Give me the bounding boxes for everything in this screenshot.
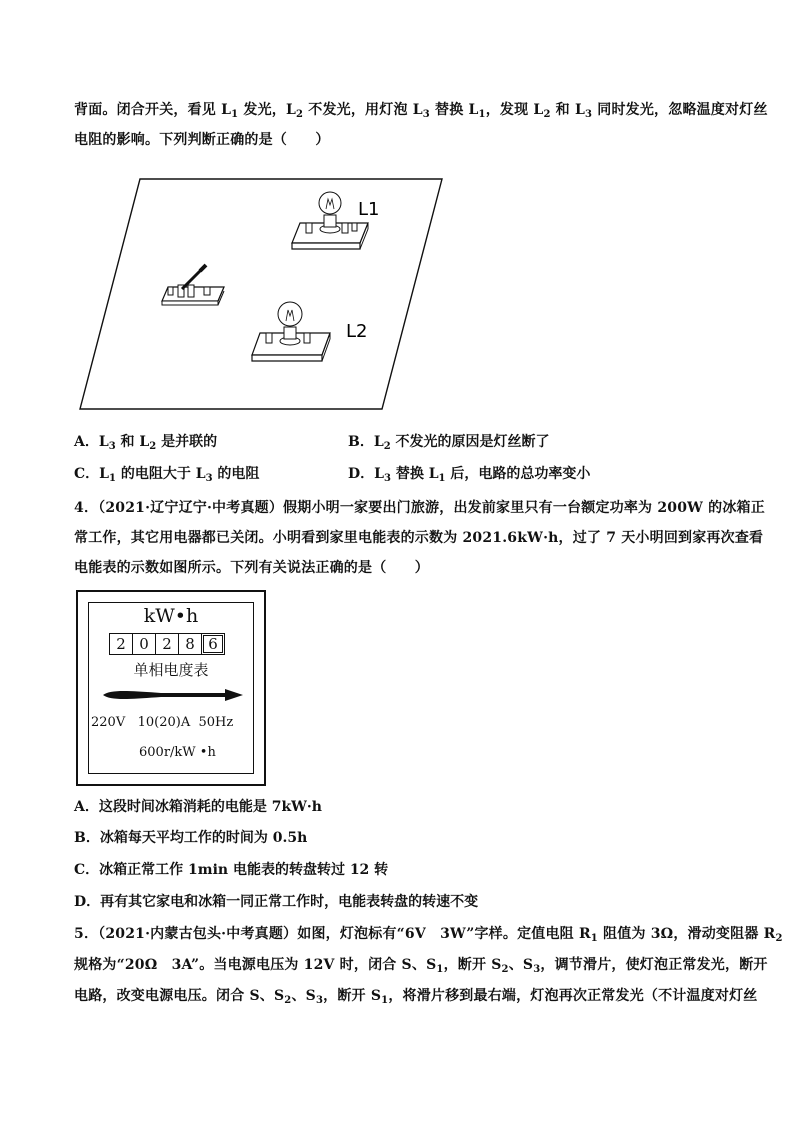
meter-unit: kW•h — [143, 605, 199, 627]
q4-option-c[interactable]: C．冰箱正常工作 1min 电能表的转盘转过 12 转 — [74, 862, 389, 878]
q3-option-b[interactable]: B．$L_2$ 不发光的原因是灯丝断了 — [348, 434, 550, 452]
q5-text-line1: 5．（2021·内蒙古包头·中考真题）如图，灯泡标有“6V 3W”字样。定值电阻 $R_1$ 阻值为 3Ω，滑动变阻器 $R_2$ — [74, 926, 783, 944]
q4-text-line1: 4．（2021·辽宁辽宁·中考真题）假期小明一家要出门旅游，出发前家里只有一台额定功率为 200W 的冰箱正 — [74, 500, 765, 516]
q5-text-line2: 规格为“20Ω 3A”。当电源电压为 12V 时，闭合 S、$S_1$，断开 $S_2$、$S_3$，调节滑片，使灯泡正常发光，断开 — [74, 957, 768, 975]
q4-text-line3: 电能表的示数如图所示。下列有关说法正确的是（ ） — [74, 560, 429, 576]
q4-option-d[interactable]: D．再有其它家电和冰箱一同正常工作时，电能表转盘的转速不变 — [74, 894, 479, 910]
q4-option-a[interactable]: A．这段时间冰箱消耗的电能是 7kW·h — [74, 799, 322, 815]
meter-digit: 8 — [179, 634, 202, 654]
meter-name: 单相电度表 — [133, 661, 209, 679]
meter-digit: 0 — [133, 634, 156, 654]
meter-digit: 2 — [156, 634, 179, 654]
q3-option-a[interactable]: A．$L_3$ 和 $L_2$ 是并联的 — [74, 434, 218, 452]
energy-meter — [76, 590, 266, 786]
label-l1: L1 — [358, 199, 380, 220]
meter-digit-decimal: 6 — [202, 634, 224, 654]
q3-text-line2: 电阻的影响。下列判断正确的是（ ） — [74, 132, 330, 148]
meter-specs: 220V 10(20)A 50Hz — [91, 715, 234, 730]
q5-text-line3: 电路，改变电源电压。闭合 S、$S_2$、$S_3$，断开 $S_1$，将滑片移到最右端，灯泡再次正常发光（不计温度对灯丝 — [74, 988, 758, 1006]
q3-option-c[interactable]: C．$L_1$ 的电阻大于 $L_3$ 的电阻 — [74, 466, 260, 484]
meter-digit: 2 — [110, 634, 133, 654]
q4-option-b[interactable]: B．冰箱每天平均工作的时间为 0.5h — [74, 830, 308, 846]
q4-text-line2: 常工作，其它用电器都已关闭。小明看到家里电能表的示数为 2021.6kW·h，过了 7 天小明回到家再次查看 — [74, 530, 764, 546]
q3-text-line1: 背面。闭合开关，看见 $L_1$ 发光，$L_2$ 不发光，用灯泡 $L_3$ 替换 $L_1$，发现 $L_2$ 和 $L_3$ 同时发光，忽略温度对灯丝 — [74, 102, 768, 120]
circuit-board-figure — [78, 175, 448, 415]
meter-arrow-icon — [101, 687, 245, 703]
label-l2: L2 — [346, 321, 368, 342]
meter-revolutions: 600r/kW •h — [139, 745, 216, 760]
meter-digits — [109, 633, 225, 655]
q3-option-d[interactable]: D．$L_3$ 替换 $L_1$ 后，电路的总功率变小 — [348, 466, 591, 484]
